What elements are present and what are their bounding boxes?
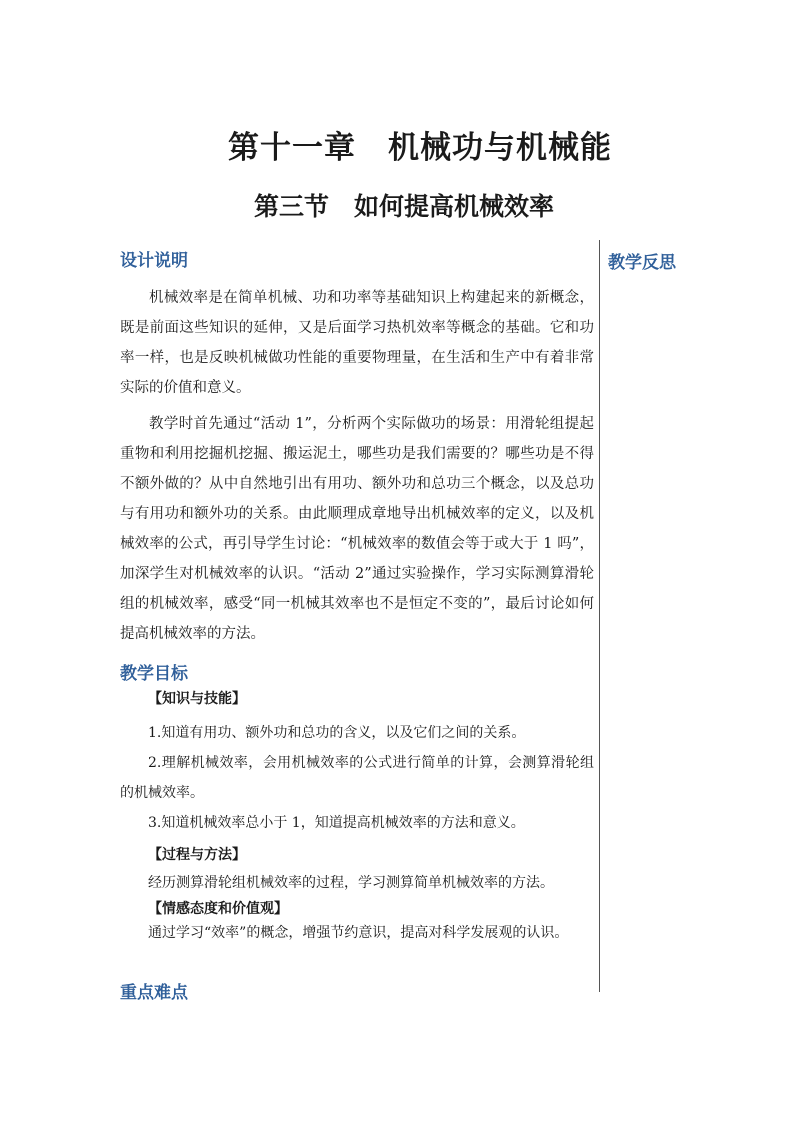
key-points-heading: 重点难点 [120,983,188,1003]
knowledge-item-1: 1.知道有用功、额外功和总功的含义，以及它们之间的关系。 [148,725,526,741]
chapter-title: 第十一章 机械功与机械能 [228,130,612,166]
design-paragraph-2: 教学时首先通过“活动 1”，分析两个实际做功的场景：用滑轮组提起重物和利用挖掘机挖掘、搬运泥土，哪些功是我们需要的？哪些功是不得不额外做的？从中自然地引出有用功、额外功和总功三个概念，以及总功与有用功和额外功的关系。由此顺理成章地导出机械效率的定义，以及机械效率的公式，再引导学生讨论：“机械效率的数值会等于或大于 1 吗”，加深学生对机械效率的认识。“活动 2”通过实验操作，学习实际测算滑轮组的机械效率，感受“同一机械其效率也不是恒定不变的”，最后讨论如何提高机械效率的方法。 [120,416,594,642]
goals-heading: 教学目标 [120,664,188,684]
knowledge-label: 【知识与技能】 [148,691,246,707]
design-heading: 设计说明 [120,251,188,271]
column-divider [599,240,600,992]
design-paragraph-1: 机械效率是在简单机械、功和功率等基础知识上构建起来的新概念，既是前面这些知识的延伸，又是后面学习热机效率等概念的基础。它和功率一样，也是反映机械做功性能的重要物理量，在生活和生产中有着非常实际的价值和意义。 [120,290,594,396]
knowledge-item-2: 2.理解机械效率，会用机械效率的公式进行简单的计算，会测算滑轮组的机械效率。 [120,755,594,801]
main-column [120,246,594,1003]
reflection-heading: 教学反思 [608,253,676,273]
section-title: 第三节 如何提高机械效率 [254,192,555,221]
process-text: 经历测算滑轮组机械效率的过程，学习测算简单机械效率的方法。 [148,875,554,891]
emotion-text: 通过学习“效率”的概念，增强节约意识，提高对科学发展观的认识。 [148,925,569,941]
process-label: 【过程与方法】 [148,847,246,863]
knowledge-item-3: 3.知道机械效率总小于 1，知道提高机械效率的方法和意义。 [148,815,525,831]
emotion-label: 【情感态度和价值观】 [148,901,288,917]
